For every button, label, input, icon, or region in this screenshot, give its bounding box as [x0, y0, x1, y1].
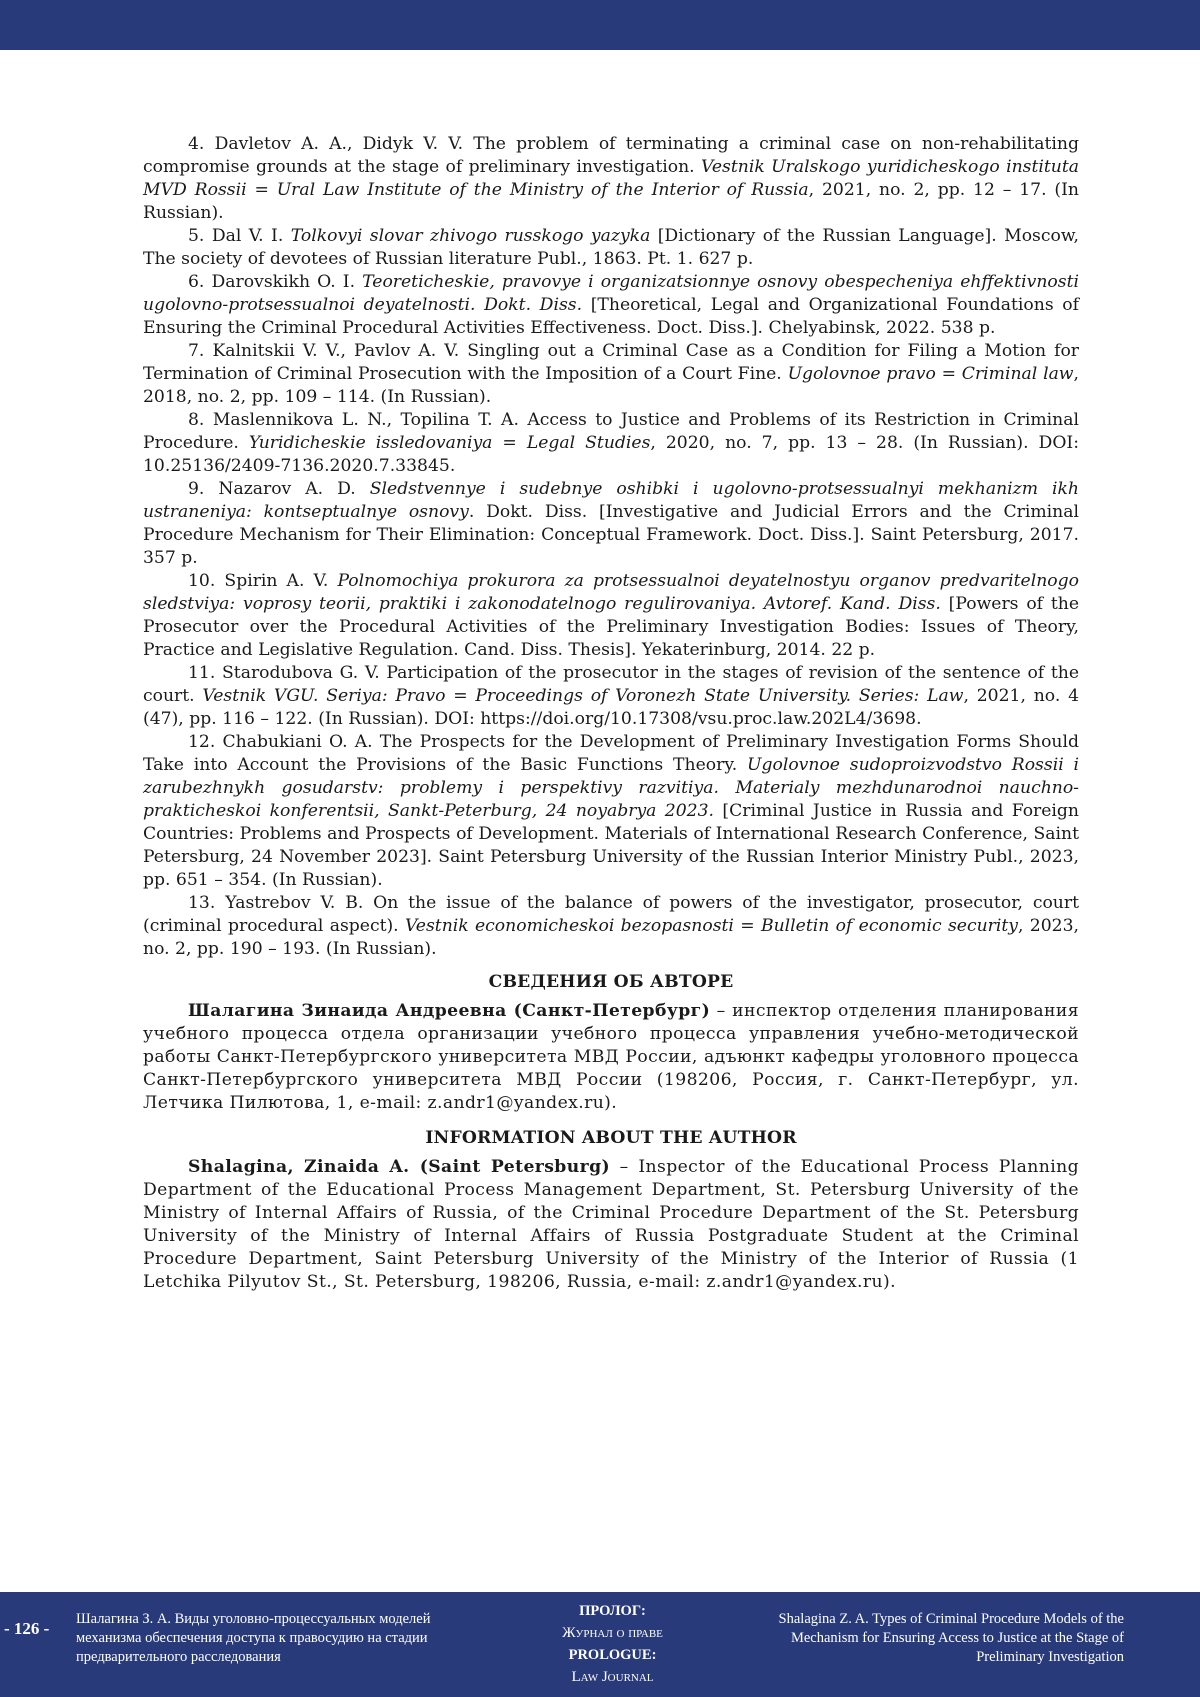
reference-text: Davletov A. A., Didyk V. V. The problem of terminating a criminal case on non-rehabilitating compromise grounds at the stage of preliminary investigation. — [143, 134, 1079, 177]
author-name-ru: Шалагина Зинаида Андреевна (Санкт-Петербург) — [188, 1001, 711, 1021]
reference-text: Darovskikh O. I. — [211, 272, 363, 292]
author-bio-ru — [143, 1000, 1079, 1115]
reference-details: . Dokt. Diss. [Investigative and Judicial Errors and the Criminal Procedure Mechanism for Their Elimination: Conceptual Framework. Doct. Diss.]. Saint Petersburg, 2017. 357 p. — [143, 502, 1079, 568]
footer-band — [0, 1592, 1200, 1697]
reference-source: Sledstvennye i sudebnye oshibki i ugolovno-protsessualnyi mekhanizm ikh ustraneniya: kontseptualnye osnovy — [143, 479, 1079, 522]
reference-item — [143, 478, 1079, 570]
author-text-en: – Inspector of the Educational Process Planning Department of the Educational Process Management Department, St. Petersburg University of the Ministry of Internal Affairs of Russia, of the Criminal Procedure Department of the St. Petersburg University of the Ministry of Internal Affairs of Russia Postgraduate Student at the Criminal Procedure Department, Saint Petersburg University of the Ministry of the Interior of Russia (1 Letchika Pilyutov St., St. Petersburg, 198206, Russia, e-mail: z.andr1@yandex.ru). — [143, 1157, 1080, 1292]
journal-title-ru: ПРОЛОГ: — [579, 1603, 646, 1619]
reference-source: Yuridicheskie issledovaniya = Legal Studies — [248, 433, 651, 453]
reference-source: Tolkovyi slovar zhivogo russkogo yazyka — [290, 226, 651, 246]
journal-subtitle-en: Law Journal — [571, 1669, 654, 1685]
reference-details: [Dictionary of the Russian Language]. Moscow, The society of devotees of Russian literature Publ., 1863. Pt. 1. 627 p. — [143, 226, 1079, 269]
reference-item — [143, 892, 1079, 961]
reference-text: Yastrebov V. B. On the issue of the balance of powers of the investigator, prosecutor, court (criminal procedural aspect). — [143, 893, 1079, 936]
reference-item — [143, 133, 1079, 225]
reference-number: 7. — [188, 341, 205, 361]
reference-number: 6. — [188, 272, 205, 292]
reference-details: [Theoretical, Legal and Organizational Foundations of Ensuring the Criminal Procedural Activities Effectiveness. Doct. Diss.]. Chelyabinsk, 2022. 538 p. — [143, 295, 1079, 338]
journal-title-en: PROLOGUE: — [568, 1647, 657, 1663]
reference-details: , 2021, no. 2, pp. 12 – 17. (In Russian). — [143, 180, 1079, 223]
author-heading-en: INFORMATION ABOUT THE AUTHOR — [425, 1128, 797, 1148]
reference-text: Starodubova G. V. Participation of the prosecutor in the stages of revision of the sentence of the court. — [143, 663, 1079, 706]
reference-number: 4. — [188, 134, 205, 154]
reference-item — [143, 271, 1079, 340]
author-name-en: Shalagina, Zinaida A. (Saint Petersburg) — [188, 1157, 611, 1177]
reference-item — [143, 340, 1079, 409]
reference-details: , 2020, no. 7, pp. 13 – 28. (In Russian). DOI: 10.25136/2409-7136.2020.7.33845. — [143, 433, 1080, 476]
reference-number: 5. — [188, 226, 205, 246]
reference-text: Kalnitskii V. V., Pavlov A. V. Singling out a Criminal Case as a Condition for Filing a Motion for Termination of Criminal Prosecution with the Imposition of a Court Fine. — [143, 341, 1080, 384]
reference-details: [Criminal Justice in Russia and Foreign Countries: Problems and Prospects of Development. Materials of International Research Conference, Saint Petersburg, 24 November 2023]. Saint Petersburg University of the Russian Interior Ministry Publ., 2023, pp. 651 – 354. (In Russian). — [143, 801, 1079, 890]
reference-text: Maslennikova L. N., Topilina T. A. Access to Justice and Problems of its Restriction in Criminal Procedure. — [143, 410, 1079, 453]
page-content — [143, 133, 1079, 1294]
reference-source: Vestnik economicheskoi bezopasnosti = Bulletin of economic security — [404, 916, 1018, 936]
header-band — [0, 0, 1200, 50]
reference-number: 9. — [188, 479, 205, 499]
reference-details: , 2023, no. 2, pp. 190 – 193. (In Russian). — [143, 916, 1079, 959]
reference-source: Ugolovnoe pravo = Criminal law — [787, 364, 1074, 384]
footer-citation-en: Shalagina Z. A. Types of Criminal Procedure Models of the Mechanism for Ensuring Access to Justice at the Stage of Preliminary Investigation — [778, 1611, 1124, 1665]
reference-number: 12. — [188, 732, 216, 752]
reference-source: Vestnik VGU. Seriya: Pravo = Proceedings of Voronezh State University. Series: Law — [202, 686, 964, 706]
reference-text: Nazarov A. D. — [218, 479, 370, 499]
journal-subtitle-ru: Журнал о праве — [562, 1625, 663, 1641]
reference-details: , 2021, no. 4 (47), pp. 116 – 122. (In Russian). DOI: https://doi.org/10.17308/vsu.proc.law.202L4/3698. — [143, 686, 1080, 729]
author-bio-en — [143, 1156, 1079, 1294]
reference-number: 10. — [188, 571, 216, 591]
reference-details: [Powers of the Prosecutor over the Procedural Activities of the Preliminary Investigation Bodies: Issues of Theory, Practice and Legislative Regulation. Cand. Diss. Thesis]. Yekaterinburg, 2014. 22 p. — [143, 594, 1080, 660]
reference-source: Teoreticheskie, pravovye i organizatsionnye osnovy obespecheniya ehffektivnosti ugolovno-protsessualnoi deyatelnosti. Dokt. Diss. — [143, 272, 1079, 315]
reference-source: Vestnik Uralskogo yuridicheskogo instituta MVD Rossii = Ural Law Institute of the Ministry of the Interior of Russia — [143, 157, 1079, 200]
reference-item — [143, 225, 1079, 271]
reference-text: Dal V. I. — [211, 226, 291, 246]
page-number: - 126 - — [4, 1619, 50, 1638]
author-text-ru: – инспектор отделения планирования учебного процесса отдела организации учебного процесса управления учебно-методической работы Санкт-Петербургского университета МВД России, адъюнкт кафедры уголовного процесса Санкт-Петербургского университета МВД России (198206, Россия, г. Санкт-Петербург, ул. Летчика Пилютова, 1, e-mail: z.andr1@yandex.ru). — [143, 1001, 1079, 1113]
reference-item — [143, 409, 1079, 478]
reference-item — [143, 570, 1079, 662]
reference-source: Ugolovnoe sudoproizvodstvo Rossii i zarubezhnykh gosudarstv: problemy i perspektivy razvitiya. Materialy mezhdunarodnoi nauchno-prakticheskoi konferentsii, Sankt-Peterburg, 24 noyabrya 2023. — [143, 755, 1079, 821]
reference-source: Polnomochiya prokurora za protsessualnoi deyatelnostyu organov predvaritelnogo sledstviya: voprosy teorii, praktiki i zakonodatelnogo regulirovaniya. Avtoref. Kand. Diss. — [143, 571, 1079, 614]
reference-text: Chabukiani O. A. The Prospects for the Development of Preliminary Investigation Forms Should Take into Account the Provisions of the Basic Functions Theory. — [143, 732, 1079, 775]
reference-list — [143, 133, 1079, 961]
reference-text: Spirin A. V. — [224, 571, 338, 591]
reference-item — [143, 662, 1079, 731]
reference-number: 13. — [188, 893, 216, 913]
reference-number: 8. — [188, 410, 205, 430]
reference-details: , 2018, no. 2, pp. 109 – 114. (In Russian). — [143, 364, 1079, 407]
journal-title — [530, 1600, 695, 1688]
reference-item — [143, 731, 1079, 892]
author-heading-ru: СВЕДЕНИЯ ОБ АВТОРЕ — [488, 972, 734, 992]
footer-citation-ru: Шалагина З. А. Виды уголовно-процессуальных моделей механизма обеспечения доступа к правосудию на стадии предварительного расследования — [76, 1611, 431, 1665]
reference-number: 11. — [188, 663, 216, 683]
